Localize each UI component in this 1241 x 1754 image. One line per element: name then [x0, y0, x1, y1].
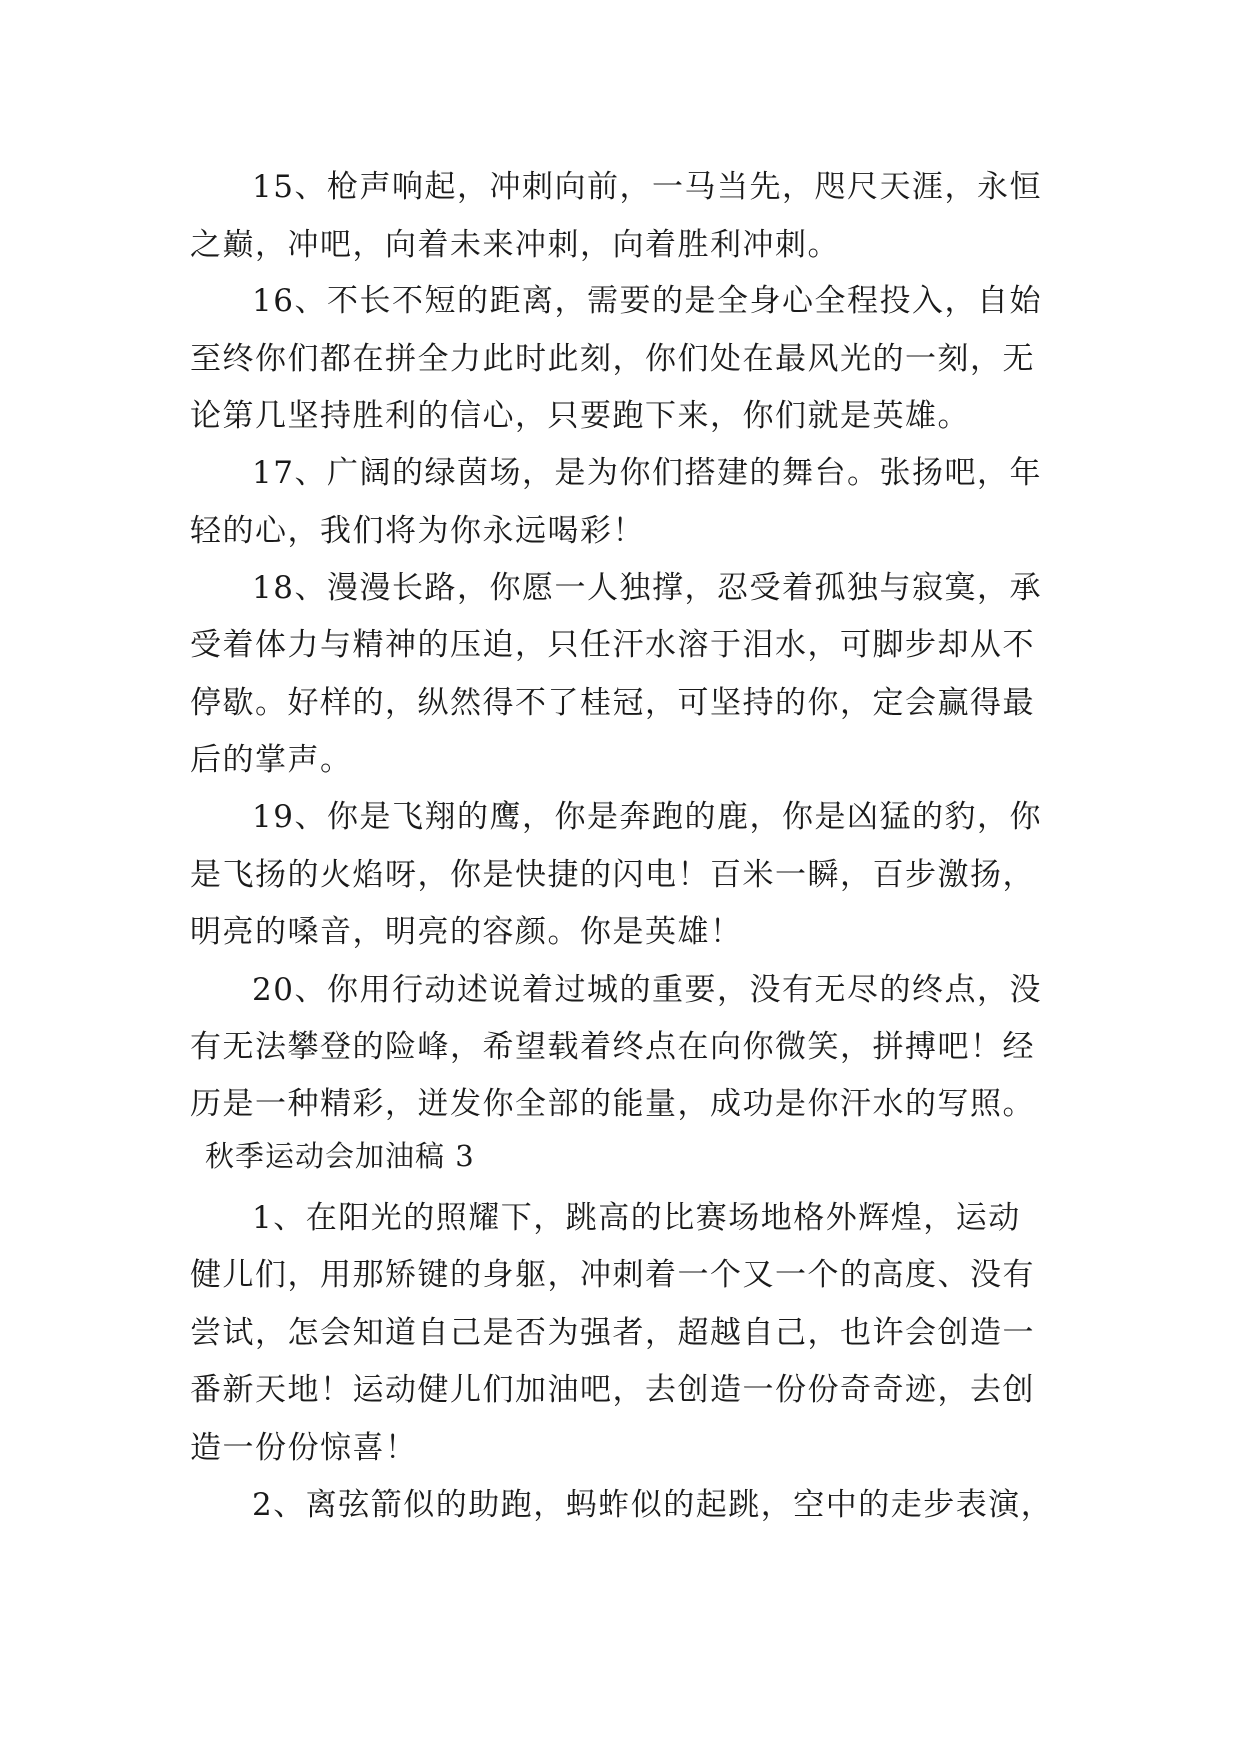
paragraph-17-line-1: 17、广阔的绿茵场，是为你们搭建的舞台。张扬吧，年	[252, 455, 1042, 491]
paragraph-16-line-3: 论第几坚持胜利的信心，只要跑下来，你们就是英雄。	[190, 398, 970, 434]
paragraph-19-line-2: 是飞扬的火焰呀，你是快捷的闪电！百米一瞬，百步激扬，	[190, 857, 1035, 893]
section-heading: 秋季运动会加油稿 3	[205, 1139, 475, 1173]
paragraph-19-line-3: 明亮的嗓音，明亮的容颜。你是英雄！	[190, 914, 743, 950]
section-paragraph-1-line-1: 1、在阳光的照耀下，跳高的比赛场地格外辉煌，运动	[252, 1200, 1021, 1236]
paragraph-15-line-1: 15、枪声响起，冲刺向前，一马当先，咫尺天涯，永恒	[252, 169, 1042, 205]
section-paragraph-1-line-5: 造一份份惊喜！	[190, 1430, 418, 1466]
section-paragraph-1-line-2: 健儿们，用那矫键的身躯，冲刺着一个又一个的高度、没有	[190, 1257, 1035, 1293]
paragraph-17-line-2: 轻的心，我们将为你永远喝彩！	[190, 513, 645, 549]
section-paragraph-1-line-3: 尝试，怎会知道自己是否为强者，超越自己，也许会创造一	[190, 1315, 1035, 1351]
paragraph-16-line-2: 至终你们都在拼全力此时此刻，你们处在最风光的一刻，无	[190, 341, 1035, 377]
paragraph-20-line-2: 有无法攀登的险峰，希望载着终点在向你微笑，拼搏吧！经	[190, 1029, 1035, 1065]
paragraph-16-line-1: 16、不长不短的距离，需要的是全身心全程投入，自始	[252, 283, 1042, 319]
paragraph-18-line-1: 18、漫漫长路，你愿一人独撑，忍受着孤独与寂寞，承	[252, 570, 1042, 606]
paragraph-15-line-2: 之巅，冲吧，向着未来冲刺，向着胜利冲刺。	[190, 227, 840, 263]
paragraph-18-line-2: 受着体力与精神的压迫，只任汗水溶于泪水，可脚步却从不	[190, 627, 1035, 663]
section-paragraph-1-line-4: 番新天地！运动健儿们加油吧，去创造一份份奇奇迹，去创	[190, 1372, 1035, 1408]
paragraph-19-line-1: 19、你是飞翔的鹰，你是奔跑的鹿，你是凶猛的豹，你	[252, 799, 1042, 835]
paragraph-18-line-4: 后的掌声。	[190, 742, 353, 778]
section-paragraph-2-line-1: 2、离弦箭似的助跑，蚂蚱似的起跳，空中的走步表演，	[252, 1487, 1054, 1523]
paragraph-18-line-3: 停歇。好样的，纵然得不了桂冠，可坚持的你，定会赢得最	[190, 685, 1035, 721]
paragraph-20-line-1: 20、你用行动述说着过城的重要，没有无尽的终点，没	[252, 972, 1042, 1008]
paragraph-20-line-3: 历是一种精彩，迸发你全部的能量，成功是你汗水的写照。	[190, 1086, 1035, 1122]
